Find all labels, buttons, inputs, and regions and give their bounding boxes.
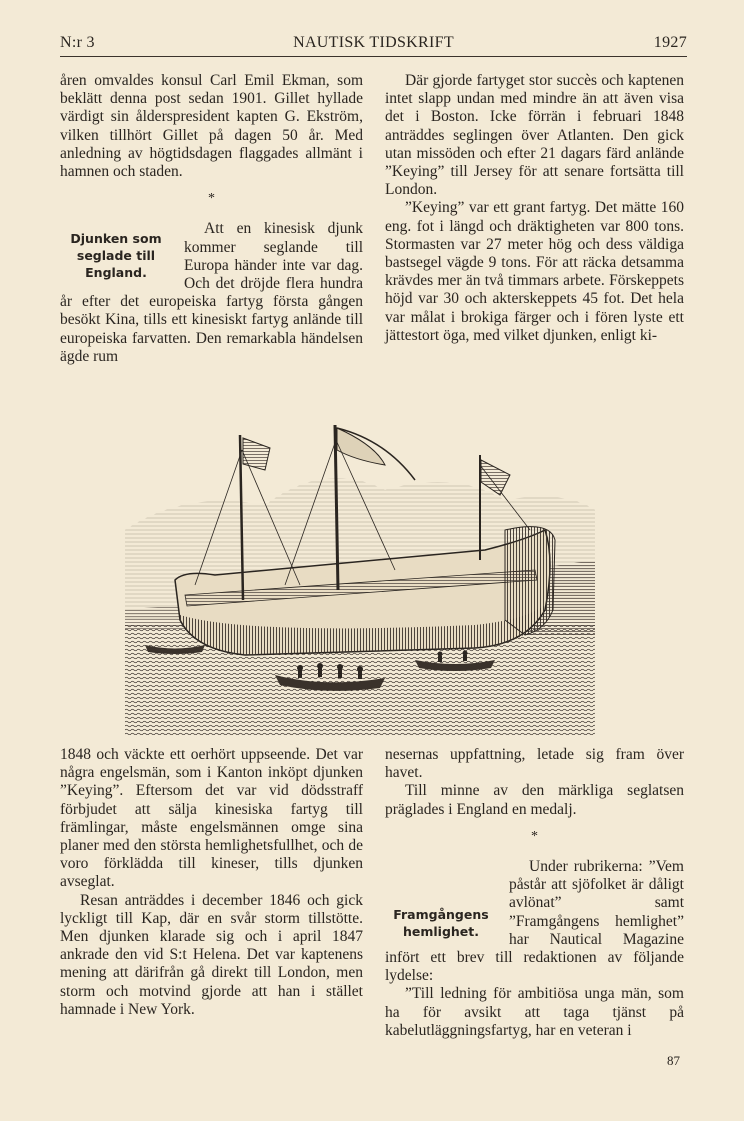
paragraph: 1848 och väckte ett oerhört uppseende. Det var några engelsmän, som i Kanton inköpt djunken ”Keying”. Eftersom det var vid dödsstraff förbjudet att sälja kinesiska fartyg till främlingar, måste engelsmännen omge sina planer med den största hemlighetsfullhet, och de voro förklädda till kineser, tills djunken avseglat.	[60, 746, 363, 891]
paragraph: Resan anträddes i december 1846 och gick lyckligt till Kap, där en svår storm tillstötte. Men djunken klarade sig och i april 1847 ankrade den vid S:t Helena. Det var kaptenens mening att därifrån gå direkt till London, men storm och motvind gjorde att han i stället hamnade i New York.	[60, 891, 363, 1018]
side-note-framgangens: Framgångens hemlighet.	[393, 907, 489, 940]
section-divider-star: *	[531, 828, 538, 844]
year: 1927	[653, 34, 687, 51]
page-number: 87	[667, 1053, 680, 1068]
paragraph: ”Keying” var ett grant fartyg. Det mätte 160 eng. fot i längd och dräktigheten var 800 tons. Stormasten var 27 meter hög och dess väldiga bastsegel vägde 9 tons. För att räcka detsamma krävdes mer än två timmars arbete. Förskeppets höjd var 30 och akterskeppets 45 fot. Det hela var målat i brokiga färger och i fören lyste ett jättestort öga, med vilket djunken, enligt ki-	[385, 199, 684, 344]
column-bottom-right	[385, 746, 684, 1040]
column-top-right	[385, 72, 684, 345]
paragraph: Till minne av den märkliga seglatsen präglades i England en medalj.	[385, 782, 684, 818]
issue-number: N:r 3	[60, 34, 95, 51]
paragraph: Under rubrikerna: ”Vem påstår att sjöfolket är dåligt avlönat” samt ”Framgångens hemlighet” har Nautical Magazine infört ett brev till redaktionen av följande lydelse:	[385, 858, 684, 985]
side-note-djunken: Djunken som seglade till England.	[70, 231, 162, 281]
section-divider-star: *	[208, 191, 215, 207]
column-top-left	[60, 72, 363, 366]
paragraph: åren omvaldes konsul Carl Emil Ekman, som beklätt denna post sedan 1901. Gillet hyllade värdigt sin ålderspresident kapten G. Ekström, vilken tillhört Gillet på dagen 50 år. Med anledning av högtidsdagen flaggades allmänt i hamnen och staden.	[60, 72, 363, 181]
journal-title: NAUTISK TIDSKRIFT	[293, 34, 454, 51]
column-bottom-left	[60, 746, 363, 1019]
header-rule	[60, 56, 687, 57]
paragraph: nesernas uppfattning, letade sig fram över havet.	[385, 746, 684, 782]
paragraph: ”Till ledning för ambitiösa unga män, som ha för avsikt att taga tjänst på kabelutläggningsfartyg, har en veteran i	[385, 985, 684, 1039]
paragraph: Att en kinesisk djunk kommer seglande till Europa händer inte var dag. Och det dröjde flera hundra år efter det europeiska fartyg första gången besökt Kina, tills ett kinesiskt fartyg anlände till europeiska farvatten. Den remarkabla händelsen ägde rum	[60, 220, 363, 365]
junk-keying-illustration	[125, 420, 595, 735]
paragraph: Där gjorde fartyget stor succès och kaptenen intet slapp undan med mindre än att även visa det i Boston. Icke förrän i februari 1848 anträddes seglingen över Atlanten. Den gick utan missöden och efter 21 dagars färd anlände ”Keying” till Jersey för att senare fortsätta till London.	[385, 72, 684, 199]
